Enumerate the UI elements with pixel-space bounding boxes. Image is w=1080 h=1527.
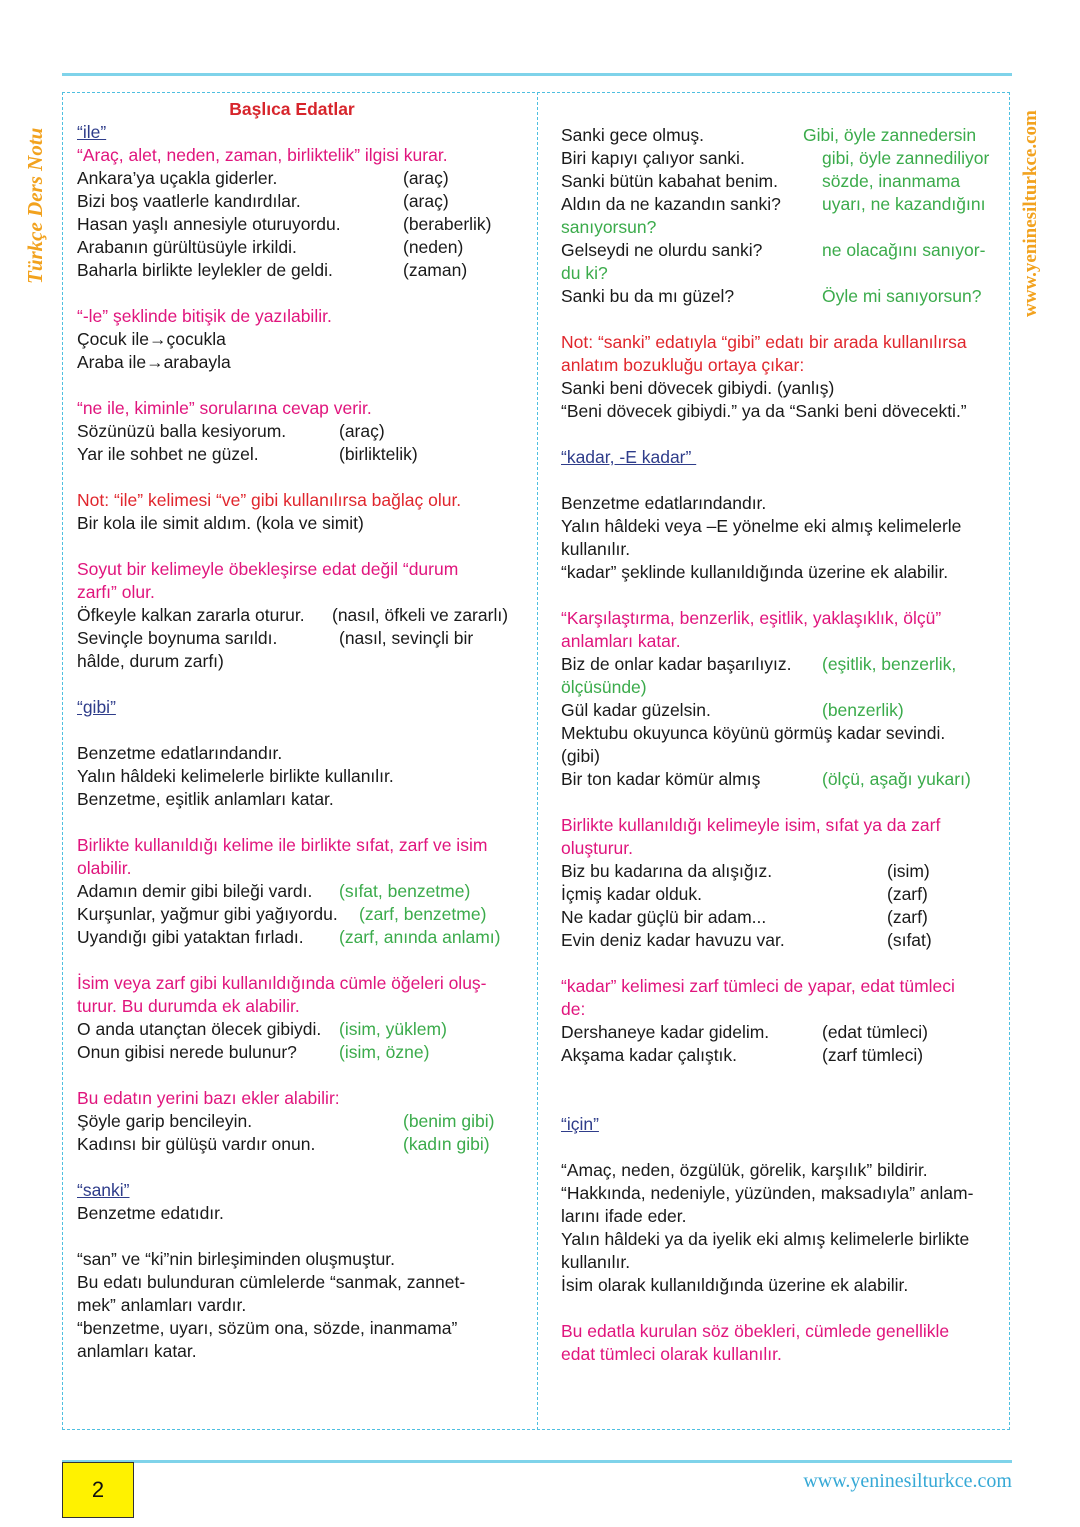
example-row [561,653,1001,676]
example-row [77,236,529,259]
example-text: Yar ile sohbet ne güzel. [77,444,259,464]
footer-url[interactable]: www.yeninesilturkce.com [803,1470,1012,1492]
example-text: Kurşunlar, yağmur gibi yağıyordu. [77,904,338,924]
example-text: Evin deniz kadar havuzu var. [561,930,785,950]
example-row [561,124,1001,147]
side-brand-left-text: Türkçe Ders Notu [23,127,47,284]
example-note: (kadın gibi) [403,1134,490,1154]
example-note: ne olacağını sanıyor- [822,240,986,260]
example-row [77,1041,529,1064]
example-note: (sıfat) [887,930,932,950]
icin-text: “Amaç, neden, özgülük, görelik, karşılık” bildirir. [561,1160,928,1180]
example-note: (eşitlik, benzerlik, [822,654,957,674]
le-example: Araba ile→arabayla [77,352,231,372]
kadar-text: Benzetme edatlarındandır. [561,493,767,513]
example-note: hâlde, durum zarfı) [77,651,224,671]
icin-text: larını ifade eder. [561,1206,687,1226]
example-text: Dershaneye kadar gidelim. [561,1022,770,1042]
example-row [77,1133,529,1156]
example-note: Öyle mi sanıyorsun? [822,286,982,306]
example-text: Gelseydi ne olurdu sanki? [561,240,763,260]
example-note: (ölçü, aşağı yukarı) [822,769,971,789]
gibi-rule: Birlikte kullanıldığı kelime ile birlikte sıfat, zarf ve isim [77,835,488,855]
sanki-note: anlatım bozukluğu ortaya çıkar: [561,355,805,375]
example-row [77,190,529,213]
example-note: (birliktelik) [339,444,418,464]
le-note: “-le” şeklinde bitişik de yazılabilir. [77,306,332,326]
example-text: Ne kadar güçlü bir adam... [561,907,767,927]
example-note: (zarf) [887,884,928,904]
example-row [561,1021,1001,1044]
example-text: Şöyle garip bencileyin. [77,1111,253,1131]
gibi-text: Yalın hâldeki kelimelerle birlikte kullanılır. [77,766,394,786]
birlikte-rule: Birlikte kullanıldığı kelimeyle isim, sıfat ya da zarf [561,815,941,835]
heading-sanki: “sanki” [77,1180,130,1200]
example-text: Mektubu okuyunca köyünü görmüş kadar sevindi. [561,723,946,743]
example-text: Sevinçle boynuma sarıldı. [77,628,278,648]
kadar-rule: anlamları katar. [561,631,681,651]
example-row [561,860,1001,883]
icin-text: kullanılır. [561,1252,631,1272]
example-note: (gibi) [561,746,600,766]
sanki-text: anlamları katar. [77,1341,197,1361]
le-example: Çocuk ile→çocukla [77,329,226,349]
side-brand-right-text: www.yeninesilturkce.com [1020,110,1041,317]
example-note: du ki? [561,263,608,283]
icin-text: İsim olarak kullanıldığında üzerine ek alabilir. [561,1275,909,1295]
kadar-text: kullanılır. [561,539,631,559]
example-text: Biri kapıyı çalıyor sanki. [561,148,745,168]
example-text: Onun gibisi nerede bulunur? [77,1042,297,1062]
example-text: Sözünüzü balla kesiyorum. [77,421,287,441]
example-text: Bizi boş vaatlerle kandırdılar. [77,191,301,211]
ile-note-example: Bir kola ile simit aldım. (kola ve simit) [77,513,364,533]
example-text: Bir ton kadar kömür almış [561,769,761,789]
soyut-rule: Soyut bir kelimeyle öbekleşirse edat değil “durum [77,559,459,579]
example-text: Gül kadar güzelsin. [561,700,711,720]
example-note: (isim, özne) [339,1042,430,1062]
sanki-text: Benzetme edatıdır. [77,1203,224,1223]
icin-text: Yalın hâldeki ya da iyelik eki almış kelimelerle birlikte [561,1229,970,1249]
page-title: Başlıca Edatlar [229,99,355,119]
example-row [77,926,529,949]
ile-note: Not: “ile” kelimesi “ve” gibi kullanılırsa bağlaç olur. [77,490,462,510]
heading-ile: “ile” [77,122,107,142]
ek-rule: Bu edatın yerini bazı ekler alabilir: [77,1088,340,1108]
example-note: sanıyorsun? [561,217,657,237]
example-note: ölçüsünde) [561,677,647,697]
example-note: gibi, öyle zannediliyor [822,148,990,168]
example-note: (araç) [403,168,449,188]
example-row [561,768,1001,791]
example-row [77,1110,529,1133]
example-note: (isim, yüklem) [339,1019,447,1039]
sanki-text: Bu edatı bulunduran cümlelerde “sanmak, zannet- [77,1272,466,1292]
icin-text: “Hakkında, nedeniyle, yüzünden, maksadıyla” anlam- [561,1183,974,1203]
icin-rule: edat tümleci olarak kullanılır. [561,1344,782,1364]
example-text: Arabanın gürültüsüyle irkildi. [77,237,297,257]
example-text: Kadınsı bir gülüşü vardır onun. [77,1134,316,1154]
gibi-text: Benzetme edatlarındandır. [77,743,283,763]
example-row [77,880,529,903]
top-rule [62,73,1012,76]
example-row [561,170,1001,193]
example-text: Sanki gece olmuş. [561,125,704,145]
gibi-text: Benzetme, eşitlik anlamları katar. [77,789,334,809]
example-note: (edat tümleci) [822,1022,929,1042]
side-brand-left [18,88,50,288]
example-note: (isim) [887,861,930,881]
example-text: Uyandığı gibi yataktan fırladı. [77,927,304,947]
ile-description: “Araç, alet, neden, zaman, birliktelik” ilgisi kurar. [77,145,448,165]
example-note: (nasıl, sevinçli bir [339,628,474,648]
example-note: uyarı, ne kazandığını [822,194,986,214]
side-brand-right [1012,85,1048,320]
example-note: (zarf, anında anlamı) [339,927,501,947]
heading-kadar: “kadar, -E kadar” [561,447,697,467]
example-row [561,929,1001,952]
kadar-rule: “Karşılaştırma, benzerlik, eşitlik, yaklaşıklık, ölçü” [561,608,942,628]
example-text: Hasan yaşlı annesiyle oturuyordu. [77,214,341,234]
example-row [561,883,1001,906]
example-note: (beraberlik) [403,214,492,234]
ne-ile-rule: “ne ile, kiminle” sorularına cevap verir. [77,398,372,418]
birlikte-rule: oluşturur. [561,838,633,858]
example-row [77,167,529,190]
heading-icin: “için” [561,1114,599,1134]
example-row [77,903,529,926]
kadar-text: “kadar” şeklinde kullanıldığında üzerine ek alabilir. [561,562,949,582]
sanki-text: mek” anlamları vardır. [77,1295,247,1315]
bottom-rule [62,1460,1012,1463]
example-row [77,420,529,443]
example-row [561,193,1001,216]
example-text: İçmiş kadar olduk. [561,884,703,904]
example-text: Aldın da ne kazandın sanki? [561,194,781,214]
example-text: Adamın demir gibi bileği vardı. [77,881,313,901]
example-note: Gibi, öyle zannedersin [803,125,977,145]
sanki-text: “benzetme, uyarı, sözüm ona, sözde, inanmama” [77,1318,458,1338]
example-row [77,1018,529,1041]
column-divider [537,92,538,1430]
example-text: Öfkeyle kalkan zararla oturur. [77,605,305,625]
example-note: (zarf, benzetme) [359,904,487,924]
example-text: Biz bu kadarına da alışığız. [561,861,773,881]
example-note: (zaman) [403,260,468,280]
example-row [561,1044,1001,1067]
example-text: O anda utançtan ölecek gibiydi. [77,1019,322,1039]
example-note: (benim gibi) [403,1111,495,1131]
gibi-rule: olabilir. [77,858,132,878]
example-row [77,604,529,627]
sanki-note-example: “Beni dövecek gibiydi.” ya da “Sanki beni dövecekti.” [561,401,967,421]
page-number: 2 [62,1462,134,1518]
example-note: (araç) [403,191,449,211]
example-row [77,213,529,236]
example-note: (nasıl, öfkeli ve zararlı) [332,605,509,625]
tumlec-rule: de: [561,999,586,1019]
example-row [561,147,1001,170]
heading-gibi: “gibi” [77,697,116,717]
sanki-text: “san” ve “ki”nin birleşiminden oluşmuştur. [77,1249,396,1269]
example-note: (zarf) [887,907,928,927]
tumlec-rule: “kadar” kelimesi zarf tümleci de yapar, edat tümleci [561,976,955,996]
example-row [561,699,1001,722]
example-text: Sanki bütün kabahat benim. [561,171,778,191]
example-row [561,239,1001,262]
sanki-note-example: Sanki beni dövecek gibiydi. (yanlış) [561,378,835,398]
soyut-rule: zarfı” olur. [77,582,155,602]
left-column [77,98,529,1363]
kadar-text: Yalın hâldeki veya –E yönelme eki almış kelimelerle [561,516,962,536]
example-text: Akşama kadar çalıştık. [561,1045,738,1065]
sanki-note: Not: “sanki” edatıyla “gibi” edatı bir arada kullanılırsa [561,332,967,352]
example-note: (sıfat, benzetme) [339,881,471,901]
example-text: Biz de onlar kadar başarılıyız. [561,654,792,674]
example-row [77,259,529,282]
right-column [561,124,1001,1366]
example-note: (zarf tümleci) [822,1045,924,1065]
icin-rule: Bu edatla kurulan söz öbekleri, cümlede genellikle [561,1321,950,1341]
example-note: sözde, inanmama [822,171,961,191]
example-note: (araç) [339,421,385,441]
example-note: (benzerlik) [822,700,904,720]
example-text: Sanki bu da mı güzel? [561,286,735,306]
isim-rule: turur. Bu durumda ek alabilir. [77,996,300,1016]
isim-rule: İsim veya zarf gibi kullanıldığında cümle öğeleri oluş- [77,973,487,993]
example-text: Ankara’ya uçakla giderler. [77,168,278,188]
example-note: (neden) [403,237,464,257]
example-row [77,443,529,466]
example-text: Baharla birlikte leylekler de geldi. [77,260,333,280]
example-row [561,285,1001,308]
example-row [561,906,1001,929]
example-row [77,627,529,650]
